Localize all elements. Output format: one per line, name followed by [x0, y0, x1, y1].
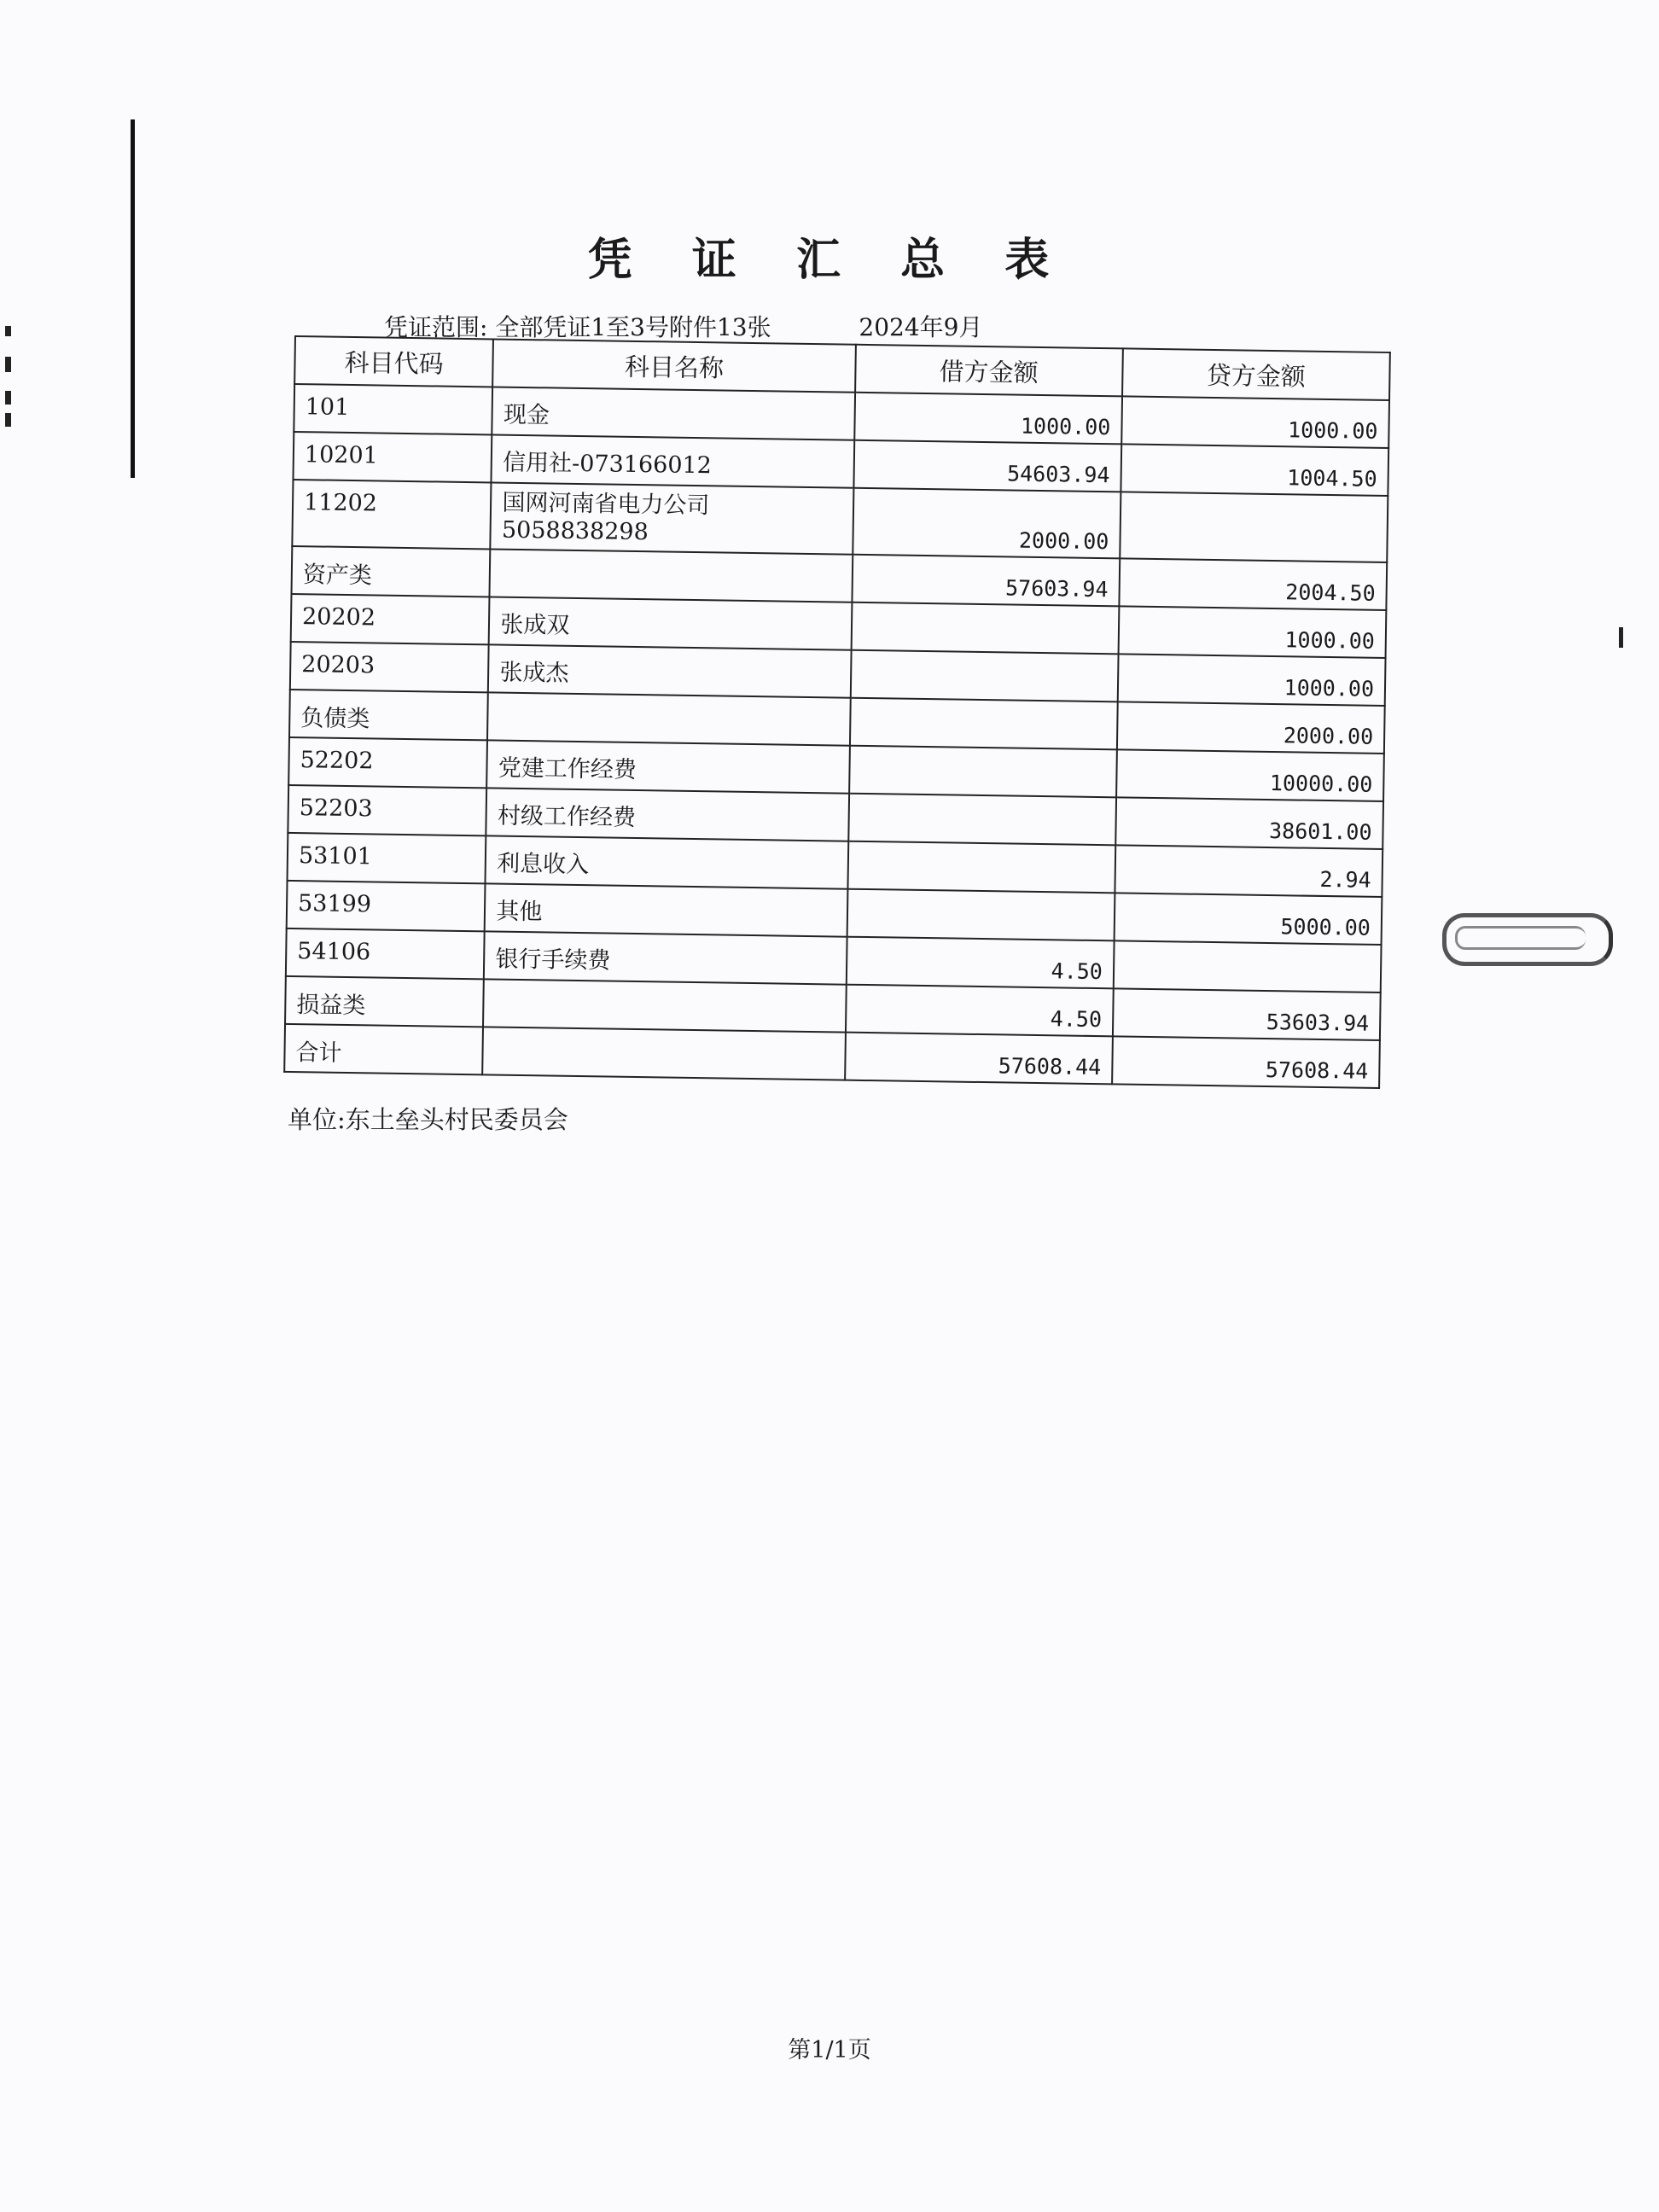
cell-credit — [1114, 940, 1382, 992]
cell-name: 信用社-073166012 — [492, 434, 854, 487]
period: 2024年9月 — [859, 313, 983, 341]
scan-mark — [1619, 627, 1623, 648]
cell-name: 银行手续费 — [484, 931, 847, 984]
voucher-range-value: 全部凭证1至3号附件13张 — [495, 313, 771, 341]
cell-name: 村级工作经费 — [486, 788, 849, 841]
paper-clip-inner — [1455, 926, 1586, 950]
cell-name: 张成双 — [489, 597, 852, 649]
cell-debit: 4.50 — [846, 985, 1114, 1037]
cell-name — [483, 979, 846, 1032]
cell-credit — [1120, 492, 1388, 562]
header-debit: 借方金额 — [855, 345, 1123, 397]
cell-credit: 2000.00 — [1117, 701, 1385, 754]
cell-credit: 5000.00 — [1114, 893, 1382, 945]
cell-credit: 1000.00 — [1121, 396, 1389, 448]
cell-code: 20202 — [291, 594, 490, 644]
header-credit: 贷方金额 — [1122, 348, 1390, 400]
cell-code: 负债类 — [289, 690, 488, 740]
cell-name: 其他 — [485, 883, 847, 936]
cell-debit: 57603.94 — [852, 555, 1120, 607]
scan-mark — [5, 357, 11, 372]
cell-code: 53101 — [288, 833, 486, 883]
cell-code: 52203 — [288, 785, 486, 835]
scan-mark — [5, 413, 11, 427]
cell-code: 53199 — [287, 881, 486, 931]
header-name: 科目名称 — [492, 339, 855, 392]
cell-code: 损益类 — [285, 976, 484, 1027]
cell-debit — [847, 889, 1115, 941]
voucher-summary-table — [283, 335, 1391, 1089]
cell-name: 利息收入 — [486, 835, 848, 888]
cell-name — [483, 1027, 846, 1080]
cell-credit: 10000.00 — [1116, 749, 1384, 801]
cell-code: 10201 — [293, 432, 492, 482]
cell-code: 52202 — [288, 737, 487, 788]
page-title: 凭 证 汇 总 表 — [587, 234, 1072, 286]
unit-label: 单位:东土垒头村民委员会 — [288, 1105, 568, 1134]
cell-name — [490, 549, 853, 602]
cell-debit: 57608.44 — [845, 1033, 1113, 1085]
cell-name: 国网河南省电力公司5058838298 — [491, 482, 853, 554]
cell-name: 党建工作经费 — [487, 740, 850, 793]
cell-credit: 53603.94 — [1113, 988, 1381, 1040]
cell-name: 现金 — [492, 387, 855, 439]
cell-code: 20203 — [290, 642, 489, 692]
cell-code: 资产类 — [292, 546, 491, 597]
voucher-range-label: 凭证范围: — [384, 313, 488, 341]
cell-credit: 1004.50 — [1121, 444, 1388, 496]
cell-debit — [851, 602, 1119, 655]
cell-credit: 1000.00 — [1118, 606, 1386, 658]
cell-debit — [850, 650, 1118, 702]
cell-credit: 57608.44 — [1112, 1036, 1380, 1088]
cell-debit — [847, 841, 1115, 894]
cell-credit: 2004.50 — [1119, 558, 1387, 610]
cell-code: 合计 — [284, 1024, 483, 1074]
cell-code: 101 — [294, 384, 492, 434]
cell-debit — [850, 698, 1118, 750]
cell-name — [487, 692, 850, 745]
scan-mark — [5, 326, 11, 336]
cell-name: 张成杰 — [488, 644, 851, 697]
cell-debit: 2000.00 — [853, 488, 1121, 559]
cell-debit — [848, 794, 1116, 846]
page-binding-edge — [131, 119, 135, 478]
header-code: 科目代码 — [294, 336, 493, 387]
scan-mark — [5, 391, 11, 405]
cell-debit: 54603.94 — [853, 440, 1121, 492]
cell-credit: 1000.00 — [1118, 654, 1386, 706]
cell-credit: 38601.00 — [1115, 797, 1383, 849]
page-number: 第1/1页 — [788, 2037, 871, 2064]
cell-code: 54106 — [286, 928, 485, 979]
cell-debit — [849, 746, 1117, 798]
cell-code: 11202 — [292, 480, 491, 549]
cell-debit: 4.50 — [846, 937, 1114, 989]
cell-debit: 1000.00 — [854, 393, 1122, 445]
cell-credit: 2.94 — [1115, 845, 1382, 897]
